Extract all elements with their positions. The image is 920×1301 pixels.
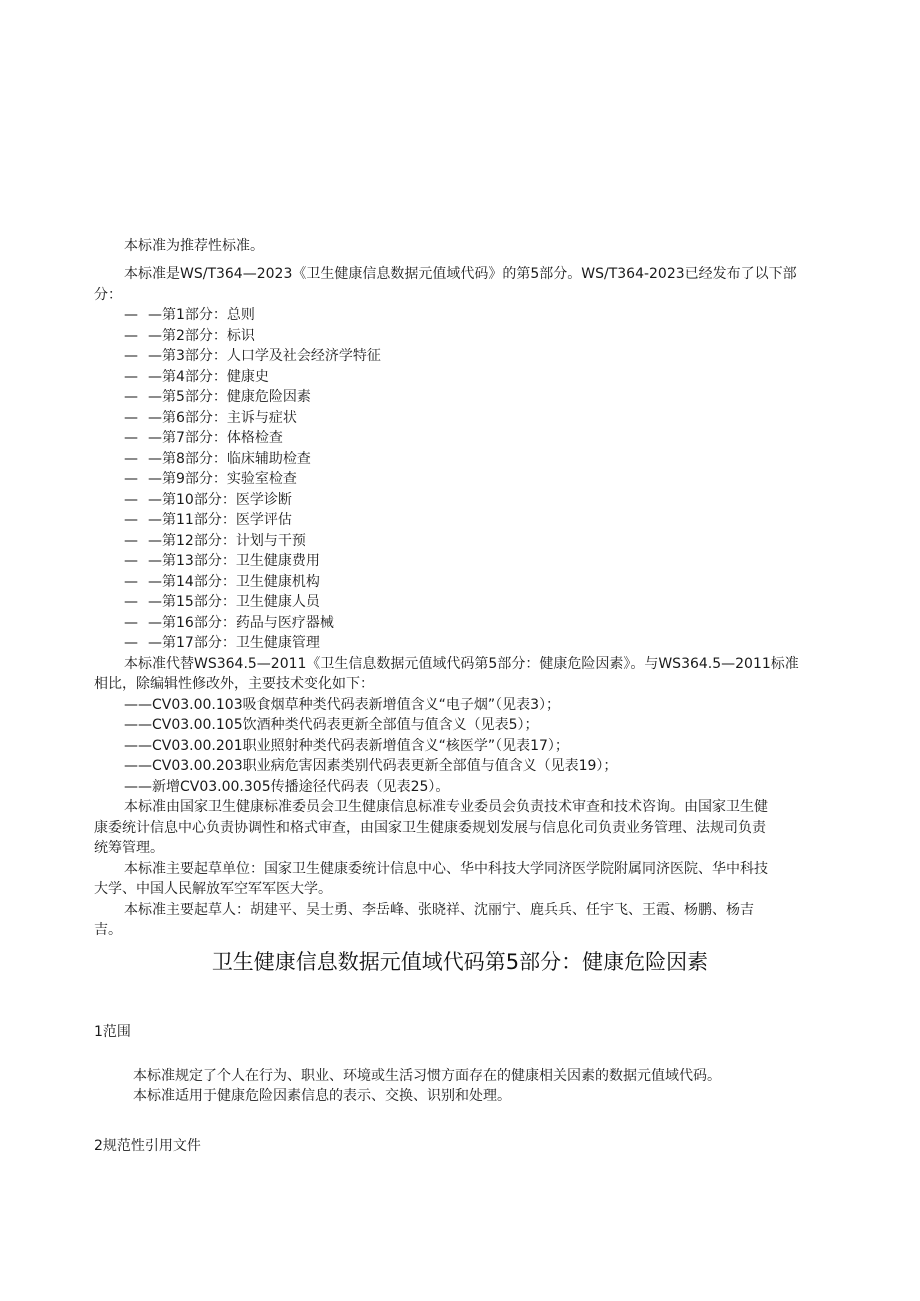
list-item bbox=[124, 633, 320, 653]
list-item bbox=[124, 428, 283, 448]
list-item bbox=[124, 490, 292, 510]
list-dash: — bbox=[124, 430, 138, 446]
list-dash: — bbox=[124, 451, 138, 467]
list-item bbox=[124, 387, 311, 407]
document-title: 卫生健康信息数据元值域代码第5部分：健康危险因素 bbox=[211, 950, 709, 974]
list-item-label: —第3部分：人口学及社会经济学特征 bbox=[148, 348, 381, 364]
scope-line1: 本标准规定了个人在行为、职业、环境或生活习惯方面存在的健康相关因素的数据元值域代码。 bbox=[133, 1068, 721, 1084]
list-dash: — bbox=[124, 348, 138, 364]
list-dash: — bbox=[124, 512, 138, 528]
list-item-label: —第8部分：临床辅助检查 bbox=[148, 451, 311, 467]
list-item-label: —第10部分：医学诊断 bbox=[148, 492, 292, 508]
list-item-label: —第9部分：实验室检查 bbox=[148, 471, 297, 487]
list-item-label: —第2部分：标识 bbox=[148, 328, 255, 344]
list-item-label: —第6部分：主诉与症状 bbox=[148, 410, 297, 426]
review-statement-line3: 统筹管理。 bbox=[94, 840, 164, 856]
list-item-label: —第11部分：医学评估 bbox=[148, 512, 292, 528]
list-dash: — bbox=[124, 533, 138, 549]
list-item bbox=[124, 551, 320, 571]
list-item bbox=[124, 449, 311, 469]
list-item: ——CV03.00.105饮酒种类代码表更新全部值与值含义（见表5）； bbox=[124, 717, 539, 733]
list-dash: — bbox=[124, 307, 138, 323]
list-item-label: —第12部分：计划与干预 bbox=[148, 533, 306, 549]
list-item bbox=[124, 305, 255, 325]
list-item-label: —第17部分：卫生健康管理 bbox=[148, 635, 320, 651]
list-item bbox=[124, 613, 334, 633]
list-dash: — bbox=[124, 574, 138, 590]
list-item-label: —第15部分：卫生健康人员 bbox=[148, 594, 320, 610]
list-dash: — bbox=[124, 594, 138, 610]
replacement-statement-line1: 本标准代替WS364.5—2011《卫生信息数据元值域代码第5部分：健康危险因素》。与WS364.5—2011标准 bbox=[124, 656, 799, 672]
review-statement-line2: 康委统计信息中心负责协调性和格式审查，由国家卫生健康委规划发展与信息化司负责业务管理、法规司负责 bbox=[94, 820, 766, 836]
list-item-label: —第16部分：药品与医疗器械 bbox=[148, 615, 334, 631]
list-dash: — bbox=[124, 369, 138, 385]
list-item: ——CV03.00.201职业照射种类代码表新增值含义“核医学”（见表17）； bbox=[124, 738, 569, 754]
list-item bbox=[124, 592, 320, 612]
list-item: ——CV03.00.103吸食烟草种类代码表新增值含义“电子烟”（见表3）； bbox=[124, 697, 561, 713]
list-item-label: —第4部分：健康史 bbox=[148, 369, 269, 385]
list-dash: — bbox=[124, 492, 138, 508]
list-item-label: —第7部分：体格检查 bbox=[148, 430, 283, 446]
list-item bbox=[124, 326, 255, 346]
list-dash: — bbox=[124, 553, 138, 569]
list-item-label: —第14部分：卫生健康机构 bbox=[148, 574, 320, 590]
drafting-units-line2: 大学、中国人民解放军空军军医大学。 bbox=[94, 881, 332, 897]
review-statement-line1: 本标准由国家卫生健康标准委员会卫生健康信息标准专业委员会负责技术审查和技术咨询。由国家卫生健 bbox=[124, 799, 768, 815]
foreword-part-statement-line2: 分： bbox=[94, 287, 122, 303]
section-heading-scope: 1范围 bbox=[94, 1024, 131, 1040]
list-item: ——CV03.00.203职业病危害因素类别代码表更新全部值与值含义（见表19）； bbox=[124, 758, 618, 774]
list-item-label: —第5部分：健康危险因素 bbox=[148, 389, 311, 405]
list-item bbox=[124, 572, 320, 592]
list-dash: — bbox=[124, 615, 138, 631]
foreword-recommended-standard: 本标准为推荐性标准。 bbox=[124, 238, 264, 254]
foreword-part-statement-line1: 本标准是WS/T364—2023《卫生健康信息数据元值域代码》的第5部分。WS/T364-2023已经发布了以下部 bbox=[124, 266, 797, 282]
list-dash: — bbox=[124, 328, 138, 344]
drafters-line2: 吉。 bbox=[94, 922, 122, 938]
list-item bbox=[124, 510, 292, 530]
list-dash: — bbox=[124, 635, 138, 651]
list-item bbox=[124, 469, 297, 489]
section-heading-normative-references: 2规范性引用文件 bbox=[94, 1138, 201, 1154]
list-dash: — bbox=[124, 389, 138, 405]
list-dash: — bbox=[124, 410, 138, 426]
list-item: ——新增CV03.00.305传播途径代码表（见表25）。 bbox=[124, 779, 450, 795]
replacement-statement-line2: 相比，除编辑性修改外，主要技术变化如下： bbox=[94, 676, 374, 692]
list-item bbox=[124, 408, 297, 428]
list-dash: — bbox=[124, 471, 138, 487]
drafting-units-line1: 本标准主要起草单位：国家卫生健康委统计信息中心、华中科技大学同济医学院附属同济医院、华中科技 bbox=[124, 861, 768, 877]
list-item-label: —第1部分：总则 bbox=[148, 307, 255, 323]
list-item bbox=[124, 346, 381, 366]
scope-line2: 本标准适用于健康危险因素信息的表示、交换、识别和处理。 bbox=[133, 1088, 511, 1104]
list-item bbox=[124, 531, 306, 551]
list-item-label: —第13部分：卫生健康费用 bbox=[148, 553, 320, 569]
list-item bbox=[124, 367, 269, 387]
drafters-line1: 本标准主要起草人：胡建平、吴士勇、李岳峰、张晓祥、沈丽宁、鹿兵兵、任宇飞、王霞、杨鹏、杨吉 bbox=[124, 902, 754, 918]
